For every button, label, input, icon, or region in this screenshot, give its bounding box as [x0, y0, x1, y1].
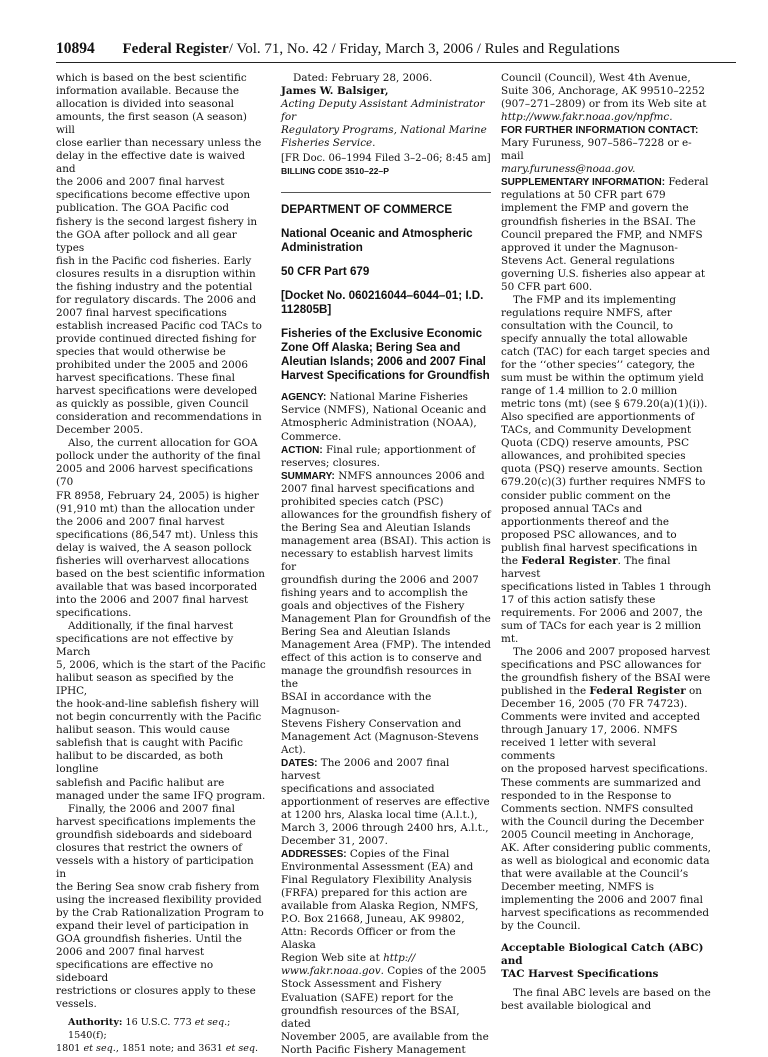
text-line: the hook-and-line sablefish fishery will [56, 698, 260, 711]
text-line: Bering Sea and Aleutian Islands [281, 626, 451, 639]
text-line: best available biological and [501, 1000, 652, 1013]
text-line: 2005 Council meeting in Anchorage, [501, 828, 694, 841]
text-line: with the Council during the December [501, 815, 704, 828]
text-line: managed under the same IFQ program. [56, 789, 266, 802]
text-line: based on the best scientific information [56, 567, 265, 580]
contact-paragraph: FOR FURTHER INFORMATION CONTACT: Mary Furuness, 907–586–7228 or e-mail mary.furuness@noaa.gov. [501, 125, 699, 176]
text-line: Additionally, if the final harvest [68, 619, 234, 632]
text-line: 112805B] [281, 303, 332, 317]
text-line: halibut season as specified by the IPHC, [56, 672, 234, 698]
text-line: November 2005, are available from the [281, 1030, 489, 1043]
text-line: harvest specifications were developed [56, 385, 258, 398]
text-line: reserves; closures. [281, 456, 380, 469]
text-line: effect of this action is to conserve and [281, 652, 482, 665]
text-line: by the Crab Rationalization Program to [56, 907, 264, 919]
text-line: groundfish sideboards and sideboard [56, 828, 252, 841]
paragraph [501, 987, 711, 1013]
text-line: Acting Deputy Assistant Administrator for [281, 98, 485, 124]
text-line: Quota (CDQ) reserve amounts, PSC [501, 437, 690, 450]
supplementary-label: SUPPLEMENTARY INFORMATION: [501, 177, 666, 189]
text-line: specifications are effective no sideboard [56, 959, 214, 985]
text-line: specifications are not effective by March [56, 633, 234, 659]
text-line: prohibited under the 2005 and 2006 [56, 359, 248, 372]
text-line: (FRFA) prepared for this action are [281, 887, 468, 900]
text-line: BSAI in accordance with the Magnuson- [281, 691, 432, 717]
text-line: Harvest Specifications for Groundfish [281, 369, 490, 383]
text-line: sum must be within the optimum yield [501, 372, 704, 385]
text-line: Administration [281, 241, 363, 255]
text-line: Comments were invited and accepted [501, 711, 700, 724]
text-line: catch (TAC) for each target species and [501, 345, 710, 358]
text-line: Federal [665, 176, 709, 189]
docket-number [281, 289, 491, 317]
text-line: as quickly as possible, given Council [56, 398, 249, 411]
column-1 [56, 72, 266, 1056]
text-line: vessels with a history of participation in [56, 854, 254, 880]
text-line: as well as biological and economic data [501, 854, 710, 867]
text-line: the 2006 and 2007 final harvest [56, 515, 225, 528]
text-line: specifications and associated [281, 782, 435, 795]
text-line: closures results in a disruption within [56, 267, 256, 280]
text-line: December 31, 2007. [281, 834, 388, 847]
text-line: using the increased flexibility provided [56, 893, 262, 906]
text-line: consultation with the Council, to [501, 319, 674, 332]
paragraph [56, 437, 266, 620]
text-line: Acceptable Biological Catch (ABC) and [501, 942, 704, 968]
text-line: provide continued directed fishing for [56, 332, 257, 345]
text-line: management area (BSAI). This action is [281, 534, 491, 547]
text-line: metric tons (mt) (see § 679.20(a)(1)(i)). [501, 398, 708, 411]
text-line: [Docket No. 060216044–6044–01; I.D. [281, 289, 484, 303]
paragraph: The 2006 and 2007 proposed harvest specifications and PSC allowances for the groundfish fishery of the BSAI were published in the Federal Register on December 16, 2005 (70 FR 74723). Comments were invited and accepted through January 17, 2006. NMFS received 1 letter with several comments on the proposed harvest specifications. These comments are summarized and responded to in the Response to Comments section. NMFS consulted with the Council during the December 2005 Council meeting in Anchorage, AK. After considering public comments, as well as biological and economic data that were available at the Council’s December meeting, NMFS is implementing the 2006 and 2007 final harvest specifications as recommended by the Council. [501, 646, 711, 933]
text-line: 2006 and 2007 final harvest [56, 946, 205, 959]
text-line: March 3, 2006 through 2400 hrs, A.l.t., [281, 821, 489, 834]
text-line: Stevens Fishery Conservation and [281, 717, 462, 730]
council-web-link[interactable]: http://www.fakr.noaa.gov/npfmc. [501, 111, 673, 124]
text-line: requirements. For 2006 and 2007, the [501, 606, 703, 619]
summary-label: SUMMARY: [281, 470, 335, 482]
text-line: the Bering Sea and Aleutian Islands [281, 521, 471, 534]
text-line: 679.20(c)(3) further requires NMFS to [501, 476, 706, 489]
paragraph [501, 72, 711, 124]
column-3 [501, 72, 711, 1013]
text-line: Aleutian Islands; 2006 and 2007 Final [281, 355, 486, 369]
text-line: close earlier than necessary unless the [56, 137, 262, 150]
text-line: Commerce. [281, 430, 342, 443]
text-line: expand their level of participation in [56, 920, 249, 933]
signer-title [281, 98, 491, 150]
text-line: TACs, and Community Development [501, 424, 692, 437]
text-line: Regulatory Programs, National Marine [281, 124, 487, 137]
text-line: Zone Off Alaska; Bering Sea and [281, 341, 461, 355]
text-line: specifications listed in Tables 1 through [501, 580, 711, 593]
text-line: governing U.S. fisheries also appear at [501, 267, 706, 280]
text-line: range of 1.4 million to 2.0 million [501, 385, 678, 398]
text-line: 2007 final harvest specifications and [281, 482, 475, 495]
text-line: prohibited species catch (PSC) [281, 495, 444, 508]
text-line: 2005 and 2006 harvest specifications (70 [56, 463, 254, 489]
text-line: specifications (86,547 mt). Unless this [56, 528, 259, 541]
text-line: at 1200 hrs, Alaska local time (A.l.t.), [281, 808, 478, 821]
text-line: Stevens Act. General regulations [501, 254, 675, 267]
text-line: allowances, and prohibited species [501, 450, 686, 463]
text-line: apportionments thereof and the [501, 515, 670, 528]
text-line: (91,910 mt) than the allocation under [56, 502, 255, 515]
text-line: fishing years and to accomplish the [281, 587, 468, 600]
text-line: 5, 2006, which is the start of the Pacific [56, 659, 266, 672]
text-line: quota (PSQ) reserve amounts. Section [501, 463, 703, 476]
text-line: closures that restrict the owners of [56, 841, 242, 854]
text-line: Fisheries Service. [281, 137, 376, 150]
text-line: December 2005. [56, 424, 144, 437]
text-line: 2007 final harvest specifications [56, 306, 227, 319]
text-line: allowances for the groundfish fishery of [281, 508, 491, 521]
text-line: GOA groundfish fisheries. Until the [56, 933, 242, 946]
text-line: Final rule; apportionment of [322, 443, 476, 456]
text-line: specifications become effective upon [56, 189, 251, 202]
text-line: manage the groundfish resources in the [281, 665, 472, 691]
text-line: Council (Council), West 4th Avenue, [501, 72, 691, 84]
header-rule [56, 62, 736, 63]
text-line: for the ‘‘other species’’ category, the [501, 359, 695, 372]
text-line: National Marine Fisheries [326, 391, 468, 404]
text-line: the GOA after pollock and all gear types [56, 228, 237, 254]
text-line: the Bering Sea snow crab fishery from [56, 880, 260, 893]
column-2 [281, 72, 491, 1057]
paragraph [56, 72, 266, 437]
text-line: Comments section. NMFS consulted [501, 802, 694, 815]
text-line: Act). [281, 743, 306, 756]
text-line: amounts, the first season (A season) will [56, 111, 247, 137]
text-line: the fishing industry and the potential [56, 280, 253, 293]
text-line: 50 CFR part 600. [501, 280, 593, 293]
text-line: Management Act (Magnuson-Stevens [281, 730, 479, 743]
text-line: apportionment of reserves are effective [281, 795, 490, 808]
signer-name: James W. Balsiger, [281, 85, 389, 98]
text-line: Management Plan for Groundfish of the [281, 613, 491, 626]
text-line: FR 8958, February 24, 2005) is higher [56, 489, 259, 502]
paragraph: The FMP and its implementing regulations require NMFS, after consultation with the Council, to specify annually the total allowable catch (TAC) for each target species and for the ‘‘other species’’ category, the sum must be within the optimum yield range of 1.4 million to 2.0 million metric tons (mt) (see § 679.20(a)(1)(i)). Also specified are apportionments of TACs, and Community Development Quota (CDQ) reserve amounts, PSC allowances, and prohibited species quota (PSQ) reserve amounts. Section 679.20(c)(3) further requires NMFS to consider public comment on the proposed annual TACs and apportionments thereof and the proposed PSC allowances, and to publish final harvest specifications in the Federal Register. The final harvest specifications listed in Tables 1 through 17 of this action satisfy these requirements. For 2006 and 2007, the sum of TACs for each year is 2 million mt. [501, 293, 711, 646]
page-header [56, 40, 736, 58]
text-line: publish final harvest specifications in [501, 541, 698, 554]
text-line: consideration and recommendations in [56, 411, 262, 424]
text-line: December meeting, NMFS is [501, 880, 654, 893]
text-line: establish increased Pacific cod TACs to [56, 319, 262, 332]
web-link[interactable]: www.fakr.noaa.gov [281, 965, 381, 978]
text-line: received 1 letter with several comments [501, 737, 656, 763]
supplementary-paragraph [501, 176, 711, 293]
text-line: Environmental Assessment (EA) and [281, 861, 474, 874]
text-line: regulations at 50 CFR part 679 [501, 189, 666, 202]
text-line: goals and objectives of the Fishery [281, 600, 465, 613]
agency-label: AGENCY: [281, 392, 327, 404]
text-line: which is based on the best scientific [56, 72, 247, 84]
text-line: the 2006 and 2007 final harvest [56, 176, 225, 189]
text-line: Attn: Records Officer or from the Alaska [281, 926, 456, 952]
rule-title [281, 327, 491, 383]
text-line: sablefish and Pacific halibut are [56, 776, 225, 789]
text-line: the groundfish fishery of the BSAI were [501, 672, 711, 685]
text-line: mt. [501, 633, 519, 646]
action-label: ACTION: [281, 444, 323, 456]
text-line: available that was based incorporated [56, 580, 258, 593]
text-line: delay is waived, the A season pollock [56, 541, 252, 554]
text-line: Final Regulatory Flexibility Analysis [281, 874, 472, 887]
authority-citation: Authority: 16 U.S.C. 773 et seq.; 1540(f); 1801 et seq., 1851 note; and 3631 et seq. [56, 1017, 259, 1055]
text-line: fisheries will overharvest allocations [56, 554, 250, 567]
dates-paragraph [281, 757, 491, 848]
agency-heading [281, 227, 491, 255]
web-link[interactable]: http:// [383, 952, 416, 965]
text-line: The final ABC levels are based on the [513, 987, 711, 1000]
text-line: restrictions or closures apply to these [56, 985, 256, 998]
text-line: Atmospheric Administration (NOAA), [281, 417, 477, 430]
section-divider [281, 192, 491, 193]
dated-line: Dated: February 28, 2006. [293, 72, 433, 84]
text-line: North Pacific Fishery Management [281, 1043, 466, 1056]
billing-code: BILLING CODE 3510–22–P [281, 166, 389, 177]
text-line: that were available at the Council’s [501, 867, 689, 880]
text-line: specifications. [56, 606, 132, 619]
text-line: delay in the effective date is waived and [56, 150, 245, 176]
text-line: Fisheries of the Exclusive Economic [281, 327, 483, 341]
text-line: harvest specifications. These final [56, 372, 235, 385]
text-line: AK. After considering public comments, [501, 841, 711, 854]
paragraph [56, 803, 266, 1012]
text-line: (907–271–2809) or from its Web site at [501, 98, 707, 111]
department-heading: DEPARTMENT OF COMMERCE [281, 203, 453, 217]
text-line: implement the FMP and govern the [501, 202, 689, 215]
text-line: for regulatory discards. The 2006 and [56, 293, 257, 306]
text-line: 17 of this action satisfy these [501, 593, 656, 606]
text-line: The 2006 and 2007 proposed harvest [513, 646, 711, 659]
authority-label: Authority: [68, 1017, 123, 1029]
text-line: not begin concurrently with the Pacific [56, 711, 262, 724]
text-line: necessary to establish harvest limits for [281, 547, 474, 573]
text-line: December 16, 2005 (70 FR 74723). [501, 698, 688, 711]
text-line: proposed PSC allowances, and to [501, 528, 677, 541]
agency-paragraph [281, 391, 491, 443]
text-line: sablefish that is caught with Pacific [56, 737, 243, 750]
text-line: fish in the Pacific cod fisheries. Early [56, 254, 252, 267]
text-line: vessels. [56, 998, 97, 1011]
text-line: specifications and PSC allowances for [501, 659, 702, 672]
issue-info: / Vol. 71, No. 42 / Friday, March 3, 2006 / Rules and Regulations [228, 41, 620, 57]
text-line: Service (NMFS), National Oceanic and [281, 404, 487, 417]
text-line: species that would otherwise be [56, 345, 226, 358]
text-line: harvest specifications implements the [56, 815, 256, 828]
text-line: The FMP and its implementing [513, 293, 677, 306]
text-line: Also, the current allocation for GOA [68, 437, 258, 450]
text-line: through January 17, 2006. NMFS [501, 724, 678, 737]
text-line: groundfish fisheries in the BSAI. The [501, 215, 696, 228]
abc-heading [501, 942, 711, 981]
text-line: information available. Because the [56, 85, 240, 98]
text-line: Stock Assessment and Fishery [281, 978, 442, 991]
addresses-paragraph: ADDRESSES: Copies of the Final Environmental Assessment (EA) and Final Regulatory Flexibility Analysis (FRFA) prepared for this action are available from Alaska Region, NMFS, P.O. Box 21668, Juneau, AK 99802, Attn: Records Officer or from the Alaska Region Web site at http:// www.fakr.noaa.gov. Copies of the 2005 Stock Assessment and Fishery Evaluation (SAFE) report for the groundfish resources of the BSAI, dated November 2005, are available from the North Pacific Fishery Management [281, 848, 489, 1056]
summary-paragraph [281, 470, 491, 757]
text-line: pollock under the authority of the final [56, 450, 261, 463]
contact-email[interactable]: mary.furuness@noaa.gov. [501, 163, 636, 176]
text-line: fishery is the second largest fishery in [56, 215, 258, 228]
text-line: National Oceanic and Atmospheric [281, 227, 473, 241]
fr-doc-line: [FR Doc. 06–1994 Filed 3–2–06; 8:45 am] [281, 153, 491, 165]
text-line: Council prepared the FMP, and NMFS [501, 228, 703, 241]
text-line: Evaluation (SAFE) report for the [281, 991, 454, 1004]
text-line: Also specified are apportionments of [501, 411, 695, 424]
text-line: These comments are summarized and [501, 776, 701, 789]
text-line: publication. The GOA Pacific cod [56, 202, 230, 215]
text-line: harvest specifications as recommended [501, 907, 710, 919]
text-line: by the Council. [501, 920, 581, 933]
text-line: allocation is divided into seasonal [56, 98, 234, 111]
text-line: into the 2006 and 2007 final harvest [56, 593, 249, 606]
text-line: Suite 306, Anchorage, AK 99510–2252 [501, 85, 705, 98]
cfr-part: 50 CFR Part 679 [281, 265, 370, 279]
text-line: groundfish resources of the BSAI, dated [281, 1004, 460, 1030]
text-line: halibut season. This would cause [56, 724, 230, 737]
dates-label: DATES: [281, 757, 318, 769]
text-line: TAC Harvest Specifications [501, 968, 659, 981]
text-line: regulations require NMFS, after [501, 306, 672, 319]
paragraph [56, 620, 266, 803]
text-line: Finally, the 2006 and 2007 final [68, 802, 235, 815]
text-line: Management Area (FMP). The intended [281, 639, 491, 652]
text-line: halibut to be discarded, as both longline [56, 750, 224, 776]
text-line: on the proposed harvest specifications. [501, 763, 708, 776]
publication-name: Federal Register [122, 41, 229, 57]
text-line: available from Alaska Region, NMFS, [281, 900, 479, 913]
text-line: P.O. Box 21668, Juneau, AK 99802, [281, 913, 465, 926]
text-line: sum of TACs for each year is 2 million [501, 619, 702, 632]
text-line: groundfish during the 2006 and 2007 [281, 574, 479, 587]
text-line: responded to in the Response to [501, 789, 672, 802]
text-line: specify annually the total allowable [501, 332, 688, 345]
text-line: consider public comment on the [501, 489, 671, 502]
text-line: approved it under the Magnuson- [501, 241, 678, 254]
text-line: Copies of the Final [346, 848, 450, 861]
text-line: NMFS announces 2006 and [334, 469, 485, 482]
text-line: proposed annual TACs and [501, 502, 643, 515]
addresses-label: ADDRESSES: [281, 849, 347, 861]
text-line: The 2006 and 2007 final harvest [281, 756, 450, 782]
text-line: implementing the 2006 and 2007 final [501, 893, 703, 906]
action-paragraph [281, 444, 491, 470]
contact-label: FOR FURTHER INFORMATION CONTACT: [501, 125, 699, 137]
page-number: 10894 [56, 40, 95, 57]
